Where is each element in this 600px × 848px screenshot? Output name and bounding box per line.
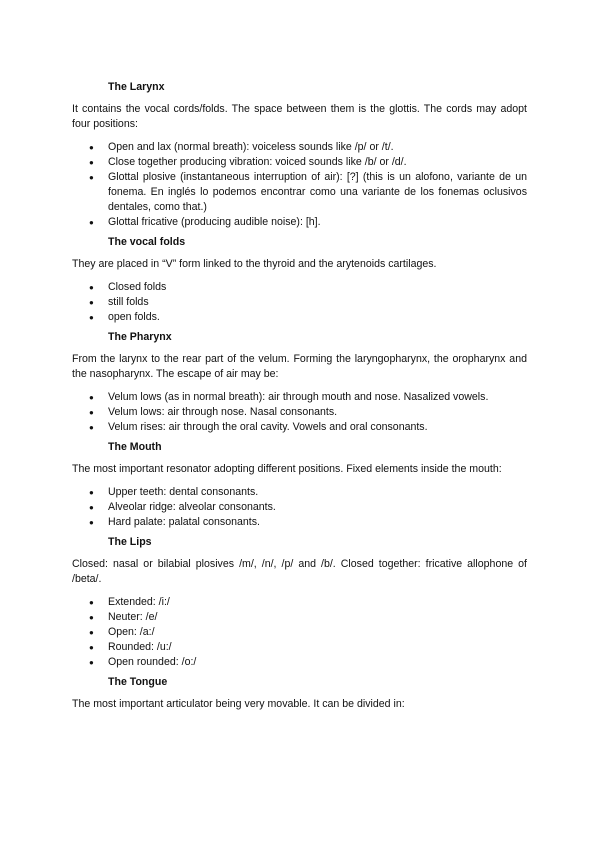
section-vocal-folds: [72, 235, 527, 325]
list-item: ● open folds.: [72, 310, 527, 325]
list-item: ● Open: /a:/: [72, 625, 527, 640]
bullet-list: [72, 280, 527, 325]
section-paragraph: It contains the vocal cords/folds. The space between them is the glottis. The cords may adopt four positions:: [72, 103, 527, 130]
list-item: ● Hard palate: palatal consonants.: [72, 515, 527, 530]
list-item: ● Closed folds: [72, 280, 527, 295]
list-item: ● Velum rises: air through the oral cavity. Vowels and oral consonants.: [72, 420, 527, 435]
list-item: ● Extended: /i:/: [72, 595, 527, 610]
list-item: ● Open and lax (normal breath): voiceless sounds like /p/ or /t/.: [72, 140, 527, 155]
list-item: ● Rounded: /u:/: [72, 640, 527, 655]
list-item: ● Alveolar ridge: alveolar consonants.: [72, 500, 527, 515]
section-heading: The Tongue: [108, 676, 168, 688]
section-heading: The Larynx: [108, 81, 165, 93]
document-page: [72, 80, 527, 717]
section-heading: The Mouth: [108, 441, 162, 453]
section-heading: The Pharynx: [108, 331, 172, 343]
list-item: ● Upper teeth: dental consonants.: [72, 485, 527, 500]
list-item: ● Glottal fricative (producing audible noise): [h].: [72, 215, 527, 230]
section-pharynx: [72, 330, 527, 435]
list-item: ● Close together producing vibration: voiced sounds like /b/ or /d/.: [72, 155, 527, 170]
list-item: ● Velum lows (as in normal breath): air through mouth and nose. Nasalized vowels.: [72, 390, 527, 405]
section-tongue: [72, 675, 527, 712]
list-item: ● Open rounded: /o:/: [72, 655, 527, 670]
section-paragraph: From the larynx to the rear part of the velum. Forming the laryngopharynx, the oropharynx and the nasopharynx. The escape of air may be:: [72, 353, 527, 380]
section-paragraph: Closed: nasal or bilabial plosives /m/, /n/, /p/ and /b/. Closed together: fricative allophone of /beta/.: [72, 558, 527, 585]
section-heading: The vocal folds: [108, 236, 186, 248]
bullet-list: [72, 595, 527, 670]
list-item: ● Neuter: /e/: [72, 610, 527, 625]
section-paragraph: The most important articulator being very movable. It can be divided in:: [72, 698, 405, 710]
section-mouth: [72, 440, 527, 530]
bullet-list: [72, 485, 527, 530]
section-larynx: [72, 80, 527, 230]
section-lips: [72, 535, 527, 670]
bullet-list: [72, 390, 527, 435]
section-paragraph: The most important resonator adopting different positions. Fixed elements inside the mouth:: [72, 463, 502, 475]
bullet-list: [72, 140, 527, 230]
list-item: ● Glottal plosive (instantaneous interruption of air): [?] (this is un alofono, variante de un fonema. En inglés lo podemos encontrar como una variante de los fonemas oclusivos dentales, como that.): [72, 170, 527, 215]
list-item: ● Velum lows: air through nose. Nasal consonants.: [72, 405, 527, 420]
section-heading: The Lips: [108, 536, 152, 548]
section-paragraph: They are placed in “V” form linked to the thyroid and the arytenoids cartilages.: [72, 258, 437, 270]
list-item: ● still folds: [72, 295, 527, 310]
